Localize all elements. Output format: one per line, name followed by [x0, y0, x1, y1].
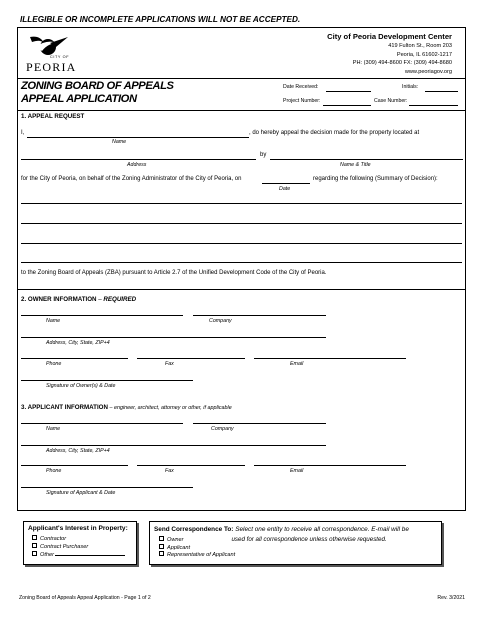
title-line-2: APPEAL APPLICATION — [21, 93, 137, 105]
applicant-address-field[interactable] — [21, 445, 326, 446]
owner-email-label: Email — [290, 361, 304, 367]
required-text: REQUIRED — [103, 296, 137, 303]
section2-dash: – — [96, 296, 104, 303]
checkbox-icon[interactable] — [32, 535, 37, 540]
regarding-text: regarding the following (Summary of Decision): — [313, 176, 438, 182]
other-field[interactable] — [55, 555, 125, 556]
owner-phone-label: Phone — [46, 361, 62, 367]
closing-text: to the Zoning Board of Appeals (ZBA) pursuant to Article 2.7 of the Unified Development Code of the City of Peoria. — [21, 270, 327, 276]
checkbox-icon[interactable] — [32, 551, 37, 556]
project-number-field[interactable] — [323, 105, 371, 106]
decision-by-field[interactable] — [270, 159, 463, 160]
section2-heading-row — [21, 296, 136, 303]
interest-box — [23, 521, 137, 565]
checkbox-icon[interactable] — [32, 543, 37, 548]
summary-line-1[interactable] — [21, 203, 462, 204]
owner-fax-field[interactable] — [137, 358, 245, 359]
interest-option-contractor[interactable]: Contractor — [32, 535, 125, 543]
address-label: Address — [127, 162, 147, 168]
section2-heading: 2. OWNER INFORMATION — [21, 296, 97, 303]
hereby-text: , do hereby appeal the decision made for the property located at — [249, 130, 420, 136]
city-logo — [26, 33, 76, 75]
applicant-company-field[interactable] — [193, 423, 326, 424]
property-address-field[interactable] — [21, 159, 256, 160]
correspondence-options — [159, 536, 387, 560]
summary-line-3[interactable] — [21, 243, 462, 244]
office-phone-fax: PH: (309) 494-8600 FX: (309) 494-8680 — [352, 60, 452, 67]
decision-date-field[interactable] — [262, 183, 310, 184]
date-received-label: Date Received: — [283, 84, 319, 90]
logo-peoria: PEORIA — [26, 60, 77, 74]
divider — [17, 110, 465, 111]
applicant-email-label: Email — [290, 468, 304, 474]
owner-phone-field[interactable] — [21, 358, 128, 359]
correspondence-instruction: Select one entity to receive all correspondence. E-mail will be — [235, 526, 409, 533]
owner-signature-label: Signature of Owner(s) & Date — [46, 383, 116, 389]
name-title-label: Name & Title — [340, 162, 371, 168]
correspondence-instruction-2: used for all correspondence unless otherwise requested. — [231, 536, 387, 543]
footer-left: Zoning Board of Appeals Appeal Application - Page 1 of 2 — [19, 595, 151, 601]
owner-address-label: Address, City, State, ZIP+4 — [46, 340, 110, 346]
interest-option-other[interactable]: Other — [32, 551, 125, 559]
warning-banner: ILLEGIBLE OR INCOMPLETE APPLICATIONS WILL NOT BE ACCEPTED. — [20, 15, 301, 24]
form-title — [21, 80, 174, 106]
appellant-name-field[interactable] — [27, 137, 249, 138]
interest-heading: Applicant's Interest in Property: — [28, 525, 128, 532]
owner-fax-label: Fax — [165, 361, 174, 367]
applicant-signature-label: Signature of Applicant & Date — [46, 490, 116, 496]
office-web: www.peoriagov.org — [404, 68, 452, 75]
section3-heading: 3. APPLICANT INFORMATION — [21, 404, 108, 411]
applicant-phone-label: Phone — [46, 468, 62, 474]
owner-name-label: Name — [46, 318, 61, 324]
checkbox-icon[interactable] — [159, 551, 164, 556]
checkbox-icon[interactable] — [159, 536, 164, 541]
interest-options — [32, 535, 125, 560]
footer-right: Rev. 3/2021 — [437, 595, 465, 601]
owner-address-field[interactable] — [21, 337, 326, 338]
checkbox-icon[interactable] — [159, 544, 164, 549]
correspondence-box — [149, 521, 442, 565]
initials-label: Initials: — [402, 84, 419, 90]
owner-company-field[interactable] — [193, 315, 326, 316]
name-label: Name — [112, 139, 127, 145]
correspondence-heading: Send Correspondence To: — [154, 526, 234, 533]
case-number-field[interactable] — [409, 105, 458, 106]
office-city: Peoria, IL 61602-1217 — [396, 51, 452, 58]
applicant-address-label: Address, City, State, ZIP+4 — [46, 448, 110, 454]
owner-name-field[interactable] — [21, 315, 183, 316]
section3-note: – engineer, architect, attorney or other, if applicable — [107, 405, 232, 411]
behalf-text: for the City of Peoria, on behalf of the Zoning Administrator of the City of Peoria, on — [21, 176, 242, 182]
applicant-company-label: Company — [211, 426, 234, 432]
applicant-name-field[interactable] — [21, 423, 183, 424]
correspondence-option-owner[interactable]: Owner used for all correspondence unless otherwise requested. — [159, 536, 387, 545]
office-street: 419 Fulton St., Room 203 — [388, 43, 452, 49]
by-text: by — [260, 152, 267, 158]
section3-heading-row — [21, 404, 232, 411]
i-text: I, — [21, 130, 25, 136]
applicant-fax-label: Fax — [165, 468, 174, 474]
initials-field[interactable] — [425, 91, 458, 92]
divider — [17, 78, 465, 79]
summary-line-2[interactable] — [21, 223, 462, 224]
applicant-email-field[interactable] — [254, 465, 406, 466]
correspondence-heading-row — [154, 526, 409, 533]
correspondence-option-applicant[interactable]: Applicant — [159, 545, 387, 553]
case-number-label: Case Number: — [374, 98, 408, 104]
divider — [17, 289, 465, 290]
date-received-field[interactable] — [326, 91, 371, 92]
office-name: City of Peoria Development Center — [327, 32, 452, 41]
summary-line-4[interactable] — [21, 262, 462, 263]
correspondence-option-representative[interactable]: Representative of Applicant — [159, 552, 387, 560]
logo-city-of: CITY OF — [50, 55, 70, 59]
owner-signature-field[interactable] — [21, 380, 193, 381]
applicant-signature-field[interactable] — [21, 487, 193, 488]
interest-option-contract-purchaser[interactable]: Contract Purchaser — [32, 543, 125, 551]
applicant-name-label: Name — [46, 426, 61, 432]
applicant-fax-field[interactable] — [137, 465, 245, 466]
section1-heading: 1. APPEAL REQUEST — [21, 113, 85, 120]
owner-email-field[interactable] — [254, 358, 406, 359]
project-number-label: Project Number: — [283, 98, 321, 104]
owner-company-label: Company — [209, 318, 232, 324]
date-label: Date — [279, 186, 291, 192]
applicant-phone-field[interactable] — [21, 465, 128, 466]
office-info — [327, 32, 452, 76]
title-line-1: ZONING BOARD OF APPEALS — [21, 80, 174, 92]
